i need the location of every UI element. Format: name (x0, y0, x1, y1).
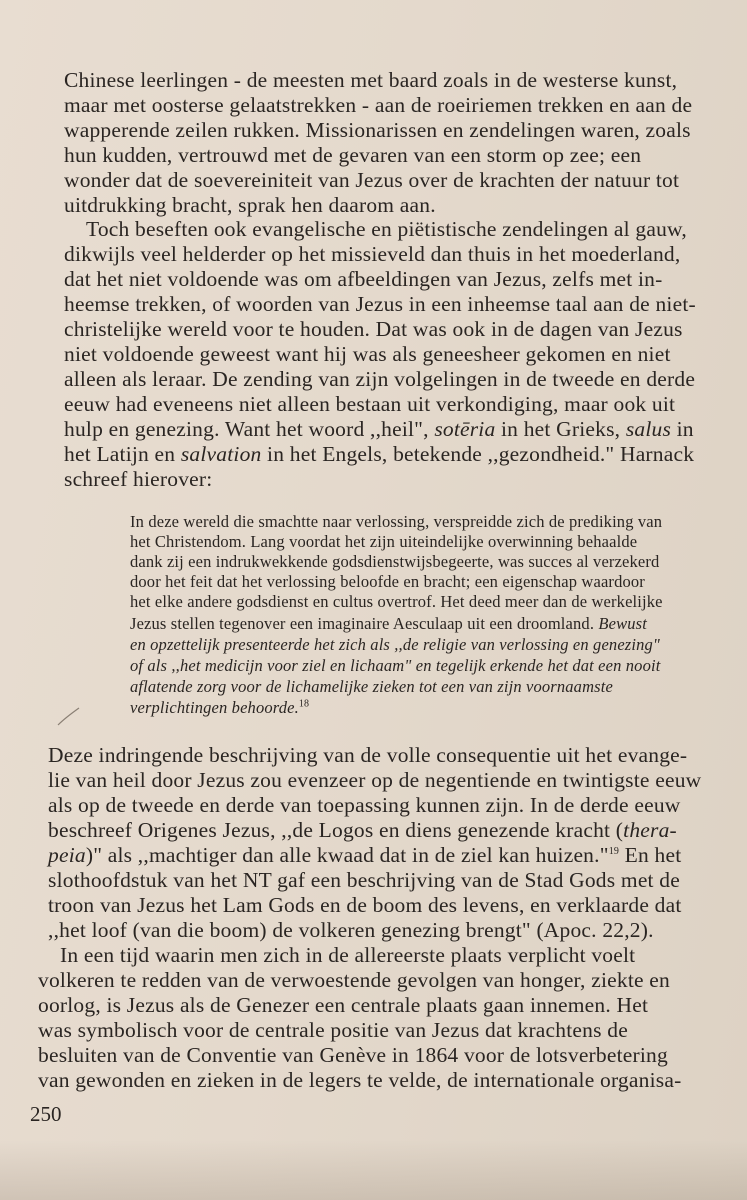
text-line: hun kudden, vertrouwd met de gevaren van een storm op zee; een (64, 143, 642, 167)
text-line: Chinese leerlingen - de meesten met baard zoals in de westerse kunst, (64, 68, 678, 92)
quote-line: dank zij een indrukwekkende godsdienstwijsbegeerte, was succes al verzekerd (130, 552, 660, 571)
text-line: wonder dat de soevereiniteit van Jezus over de krachten der natuur tot (64, 168, 680, 192)
footnote-marker: 18 (298, 698, 310, 710)
text-line: dikwijls veel helderder op het missieveld dan thuis in het moederland, (64, 242, 681, 266)
italic-term: peia (48, 843, 86, 867)
text-line (48, 818, 677, 843)
text-run: in (671, 417, 694, 441)
italic-term: thera- (623, 818, 677, 842)
text-run: beschreef Origenes Jezus, ,,de Logos en diens genezende kracht ( (48, 818, 624, 842)
text-run: in het Grieks, (495, 417, 626, 441)
italic-term: salvation (180, 442, 262, 466)
pencil-mark (55, 700, 85, 730)
text-line (64, 417, 694, 442)
text-line: Deze indringende beschrijving van de volle consequentie uit het evange- (48, 743, 688, 767)
text-line (48, 843, 681, 868)
quote-line (130, 698, 309, 718)
quote-line: het elke andere godsdienst en cultus overtrof. Het deed meer dan de werkelijke (130, 592, 663, 611)
text-line: was symbolisch voor de centrale positie van Jezus dat krachtens de (38, 1018, 628, 1042)
text-line (64, 442, 694, 467)
text-line: troon van Jezus het Lam Gods en de boom des levens, en verklaarde dat (48, 893, 682, 917)
text-line: volkeren te redden van de verwoestende gevolgen van honger, ziekte en (38, 968, 670, 992)
text-line: schreef hierover: (64, 467, 213, 491)
text-run: in het Engels, betekende ,,gezondheid." Harnack (261, 442, 695, 466)
text-run: het Latijn en (64, 442, 181, 466)
text-run: En het (619, 843, 682, 867)
quote-line: In deze wereld die smachtte naar verlossing, verspreidde zich de prediking van (130, 512, 663, 531)
text-line: als op de tweede en derde van toepassing kunnen zijn. In de derde eeuw (48, 793, 681, 817)
text-line: ,,het loof (van die boom) de volkeren genezing brengt" (Apoc. 22,2). (48, 918, 654, 942)
text-line: maar met oosterse gelaatstrekken - aan de roeiriemen trekken en aan de (64, 93, 693, 117)
footnote-marker: 19 (608, 845, 620, 857)
text-line: dat het niet voldoende was om afbeeldingen van Jezus, zelfs met in- (64, 267, 663, 291)
text-line: heemse trekken, of woorden van Jezus in een inheemse taal aan de niet- (64, 292, 696, 316)
text-line: wapperende zeilen rukken. Missionarissen en zendelingen waren, zoals (64, 118, 691, 142)
text-line: christelijke wereld voor te houden. Dat was ook in de dagen van Jezus (64, 317, 683, 341)
quote-line (130, 614, 647, 634)
quote-line: door het feit dat het verlossing beloofde en bracht; een eigenschap waardoor (130, 572, 645, 591)
text-line: uitdrukking bracht, sprak hen daarom aan. (64, 193, 436, 217)
quote-line: of als ,,het medicijn voor ziel en lichaam" en tegelijk erkende het dat een nooit (130, 656, 661, 675)
italic-run: Bewust (598, 614, 647, 633)
text-line: alleen als leraar. De zending van zijn volgelingen in de tweede en derde (64, 367, 696, 391)
italic-run: verplichtingen behoorde. (130, 698, 299, 717)
italic-term: sotēria (434, 417, 496, 441)
text-run: hulp en genezing. Want het woord ,,heil", (64, 417, 435, 441)
italic-term: salus (625, 417, 672, 441)
text-run: )" als ,,machtiger dan alle kwaad dat in de ziel kan huizen." (85, 843, 609, 867)
text-line: lie van heil door Jezus zou evenzeer op de negentiende en twintigste eeuw (48, 768, 702, 792)
quote-line: het Christendom. Lang voordat het zijn uiteindelijke overwinning behaalde (130, 532, 638, 551)
text-line: van gewonden en zieken in de legers te velde, de internationale organisa- (38, 1068, 682, 1092)
quote-line: aflatende zorg voor de lichamelijke zieken tot een van zijn voornaamste (130, 677, 613, 696)
text-line: Toch beseften ook evangelische en piëtistische zendelingen al gauw, (86, 217, 687, 241)
text-line: slothoofdstuk van het NT gaf een beschrijving van de Stad Gods met de (48, 868, 680, 892)
text-line: In een tijd waarin men zich in de allereerste plaats verplicht voelt (60, 943, 636, 967)
text-line: niet voldoende geweest want hij was als geneesheer gekomen en niet (64, 342, 671, 366)
quote-line: en opzettelijk presenteerde het zich als ,,de religie van verlossing en genezing" (130, 635, 660, 654)
page-number: 250 (30, 1102, 62, 1126)
text-line: oorlog, is Jezus als de Genezer een centrale plaats gaan innemen. Het (38, 993, 649, 1017)
text-line: eeuw had eveneens niet alleen bestaan uit verkondiging, maar ook uit (64, 392, 676, 416)
text-run: Jezus stellen tegenover een imaginaire Aesculaap uit een droomland. (130, 614, 599, 633)
text-line: besluiten van de Conventie van Genève in 1864 voor de lotsverbetering (38, 1043, 668, 1067)
